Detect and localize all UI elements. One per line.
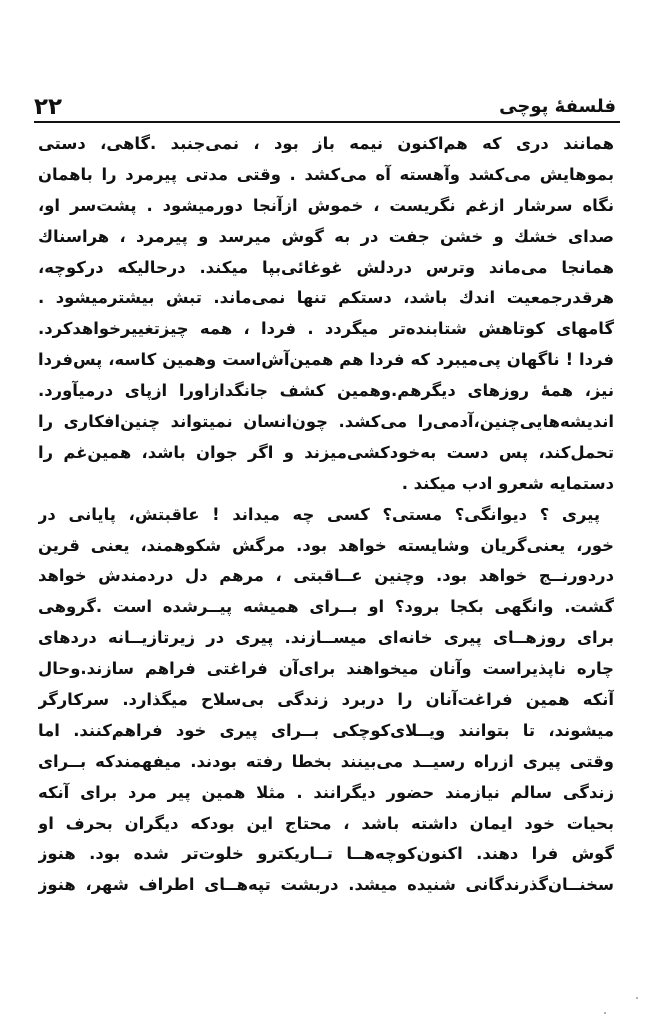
text-line: نیز، همهٔ روزهای دیگرهم.وهمین کشف جانگدازاورا ازپای درمیآورد.: [38, 381, 614, 401]
text-line: سخنــان‌گذرندگانی شنیده میشد. دربشت تپه‌هــای اطراف شهر، هنوز: [38, 875, 614, 895]
running-title: فلسفهٔ پوچی: [499, 96, 616, 117]
text-line: نگاه سرشار ازغم نگریست ، خموش ازآنجا دورمیشود . پشت‌سر او،: [38, 195, 614, 215]
text-line: تحمل‌کند، پس دست به‌خودکشی‌میزند و اگر جوان باشد، همین‌غم را: [38, 442, 614, 462]
page-header: [34, 92, 620, 124]
text-line: برای روزهــای پیری خانه‌ای میســازند. پیری در زیرتازیــانه دردهای: [38, 628, 614, 648]
text-line: صدای خشك و خشن جفت در به گوش میرسد و پیرمرد ، هراسناك: [38, 226, 614, 246]
page-number: ۲۲: [34, 94, 63, 120]
text-line: اندیشه‌هایی‌چنین،آدمی‌را می‌کشد. چون‌انسان نمیتواند چنین‌افکاری را: [38, 412, 614, 432]
text-line: همانند دری که هم‌اکنون نیمه باز بود ، نمی‌جنبد .گاهی، دستی: [38, 134, 614, 153]
scan-speck: [636, 997, 638, 999]
text-line: هرقدرجمعیت اندك باشد، دستکم تنها نمی‌ماند. تبش بیشترمیشود .: [38, 288, 614, 308]
text-line: بموهایش می‌کشد وآهسته آه می‌کشد . وقتی مدتی پیرمرد را باهمان: [38, 164, 614, 184]
text-line: خور، یعنی‌گریان وشایسته خواهد بود. مرگش شکوهمند، یعنی قرین: [38, 535, 614, 555]
paragraph: [38, 500, 614, 902]
text-line: گشت. وانگهی بکجا برود؟ او بــرای همیشه پیــرشده است .گروهی: [38, 597, 614, 617]
text-line: زندگی سالم نیازمند حضور دیگرانند . مثلا همین پیر مرد برای آنکه: [38, 782, 614, 802]
body-text: [38, 129, 614, 901]
text-line: دردورنــج خواهد بود. وچنین عــاقبتی ، مرهم دل دردمندش خواهد: [38, 566, 614, 586]
text-line: چاره ناپذیراست وآنان میخواهند برای‌آن فراغتی فراهم سازند.وحال: [38, 659, 614, 679]
text-line: همانجا می‌ماند وترس دردلش غوغائی‌بپا میکند. درحالیکه درکوچه،: [38, 257, 614, 277]
scan-speck: [604, 1012, 606, 1014]
text-line: بحیات خود ایمان داشته باشد ، محتاج این بودکه دیگران بحرف او: [38, 813, 614, 833]
text-line: پیری ؟ دیوانگی؟ مستی؟ کسی چه میداند ! عاقبتش، پایانی در: [38, 504, 600, 524]
paragraph: [38, 129, 614, 500]
text-line: وقتی پیری ازراه رسیــد می‌بینند بخطا رفته بودند. میفهمندکه بــرای: [38, 751, 614, 771]
text-line: دستمایه شعرو ادب میکند .: [401, 473, 614, 493]
header-rule: [34, 121, 620, 123]
text-line: میشوند، تا بتوانند ویــلای‌کوچکی بــرای پیری خود فراهم‌کنند. اما: [38, 720, 614, 740]
text-line: فردا ! ناگهان پی‌میبرد که فردا هم همین‌آش‌است وهمین کاسه، پس‌فردا: [38, 350, 614, 370]
text-line: گوش فرا دهند. اکنون‌کوچه‌هــا تــاریکترو خلوت‌تر شده بود. هنوز: [38, 844, 614, 864]
text-line: آنکه همین فراغت‌آنان را دربرد زندگی بی‌سلاح میگذارد. سرکارگر: [38, 690, 614, 710]
text-line: گامهای کوتاهش شتابنده‌تر میگردد . فردا ، همه چیزتغییرخواهدکرد.: [38, 319, 614, 339]
